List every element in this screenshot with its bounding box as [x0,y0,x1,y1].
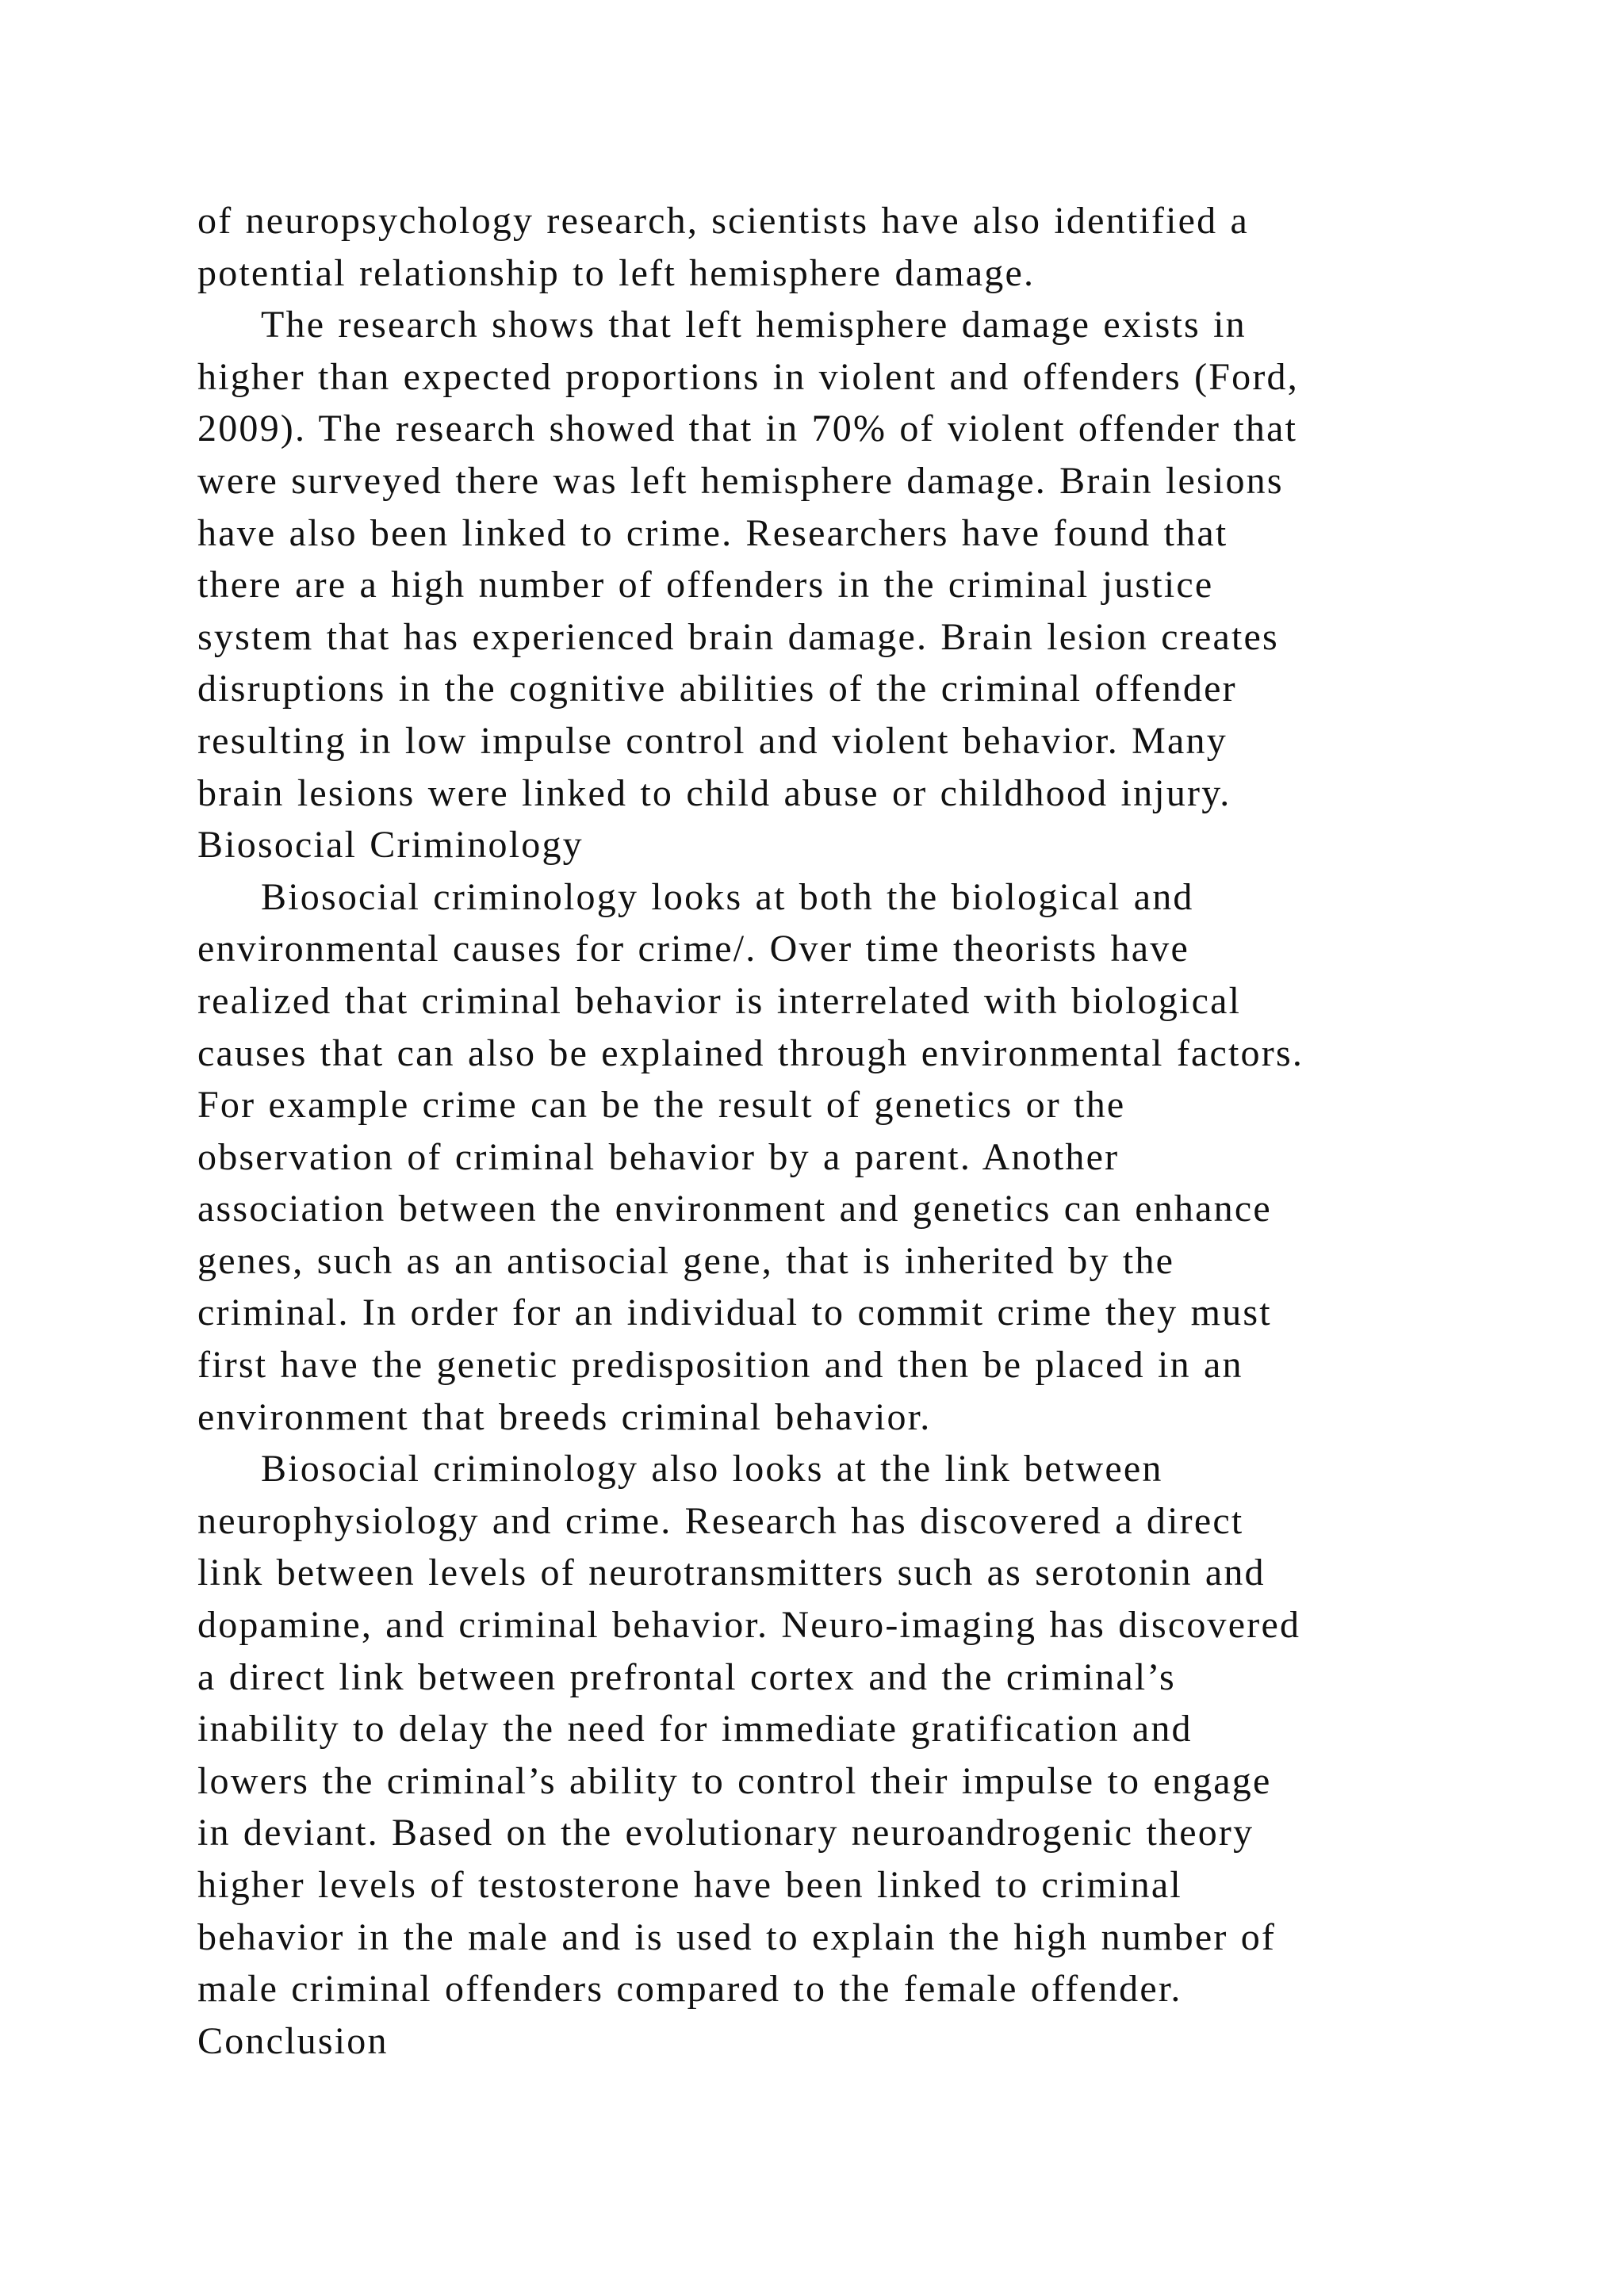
text-line: higher than expected proportions in violent and offenders (Ford, [197,355,1299,398]
text-line: first have the genetic predisposition and then be placed in an [197,1344,1243,1387]
text-line: dopamine, and criminal behavior. Neuro-imaging has discovered [197,1604,1301,1647]
document-body [197,195,1545,2067]
text-line: were surveyed there was left hemisphere damage. Brain lesions [197,459,1284,502]
text-line: male criminal offenders compared to the female offender. [197,1968,1182,2011]
text-line: resulting in low impulse control and violent behavior. Many [197,719,1228,762]
text-line: in deviant. Based on the evolutionary neuroandrogenic theory [197,1812,1254,1854]
text-line: criminal. In order for an individual to commit crime they must [197,1292,1272,1334]
text-line: potential relationship to left hemisphere damage. [197,251,1036,294]
text-line: neurophysiology and crime. Research has discovered a direct [197,1499,1244,1542]
paragraph-first-line: The research shows that left hemisphere damage exists in [261,304,1247,346]
text-line: higher levels of testosterone have been linked to criminal [197,1864,1182,1906]
section-heading-biosocial-criminology: Biosocial Criminology [197,824,584,867]
text-line: have also been linked to crime. Researchers have found that [197,511,1228,554]
text-line: brain lesions were linked to child abuse or childhood injury. [197,771,1231,814]
text-line: there are a high number of offenders in the criminal justice [197,564,1214,607]
text-line: observation of criminal behavior by a parent. Another [197,1135,1120,1178]
text-line: system that has experienced brain damage. Brain lesion creates [197,615,1279,658]
text-line: a direct link between prefrontal cortex and the criminal’s [197,1655,1176,1698]
text-line: 2009). The research showed that in 70% of violent offender that [197,408,1298,450]
text-line: lowers the criminal’s ability to control their impulse to engage [197,1759,1272,1802]
text-line: behavior in the male and is used to explain the high number of [197,1915,1277,1958]
section-heading-conclusion: Conclusion [197,2019,389,2062]
text-line: realized that criminal behavior is interrelated with biological [197,979,1242,1022]
text-line: genes, such as an antisocial gene, that is inherited by the [197,1239,1175,1282]
text-line: environmental causes for crime/. Over time theorists have [197,928,1190,970]
text-line: link between levels of neurotransmitters such as serotonin and [197,1552,1266,1594]
text-line: inability to delay the need for immediate gratification and [197,1708,1193,1751]
text-line: For example crime can be the result of genetics or the [197,1084,1126,1127]
text-line: causes that can also be explained through environmental factors. [197,1031,1304,1074]
paragraph-first-line: Biosocial criminology looks at both the biological and [261,875,1194,918]
text-line: environment that breeds criminal behavior. [197,1395,932,1438]
text-line: association between the environment and genetics can enhance [197,1188,1272,1230]
text-line: of neuropsychology research, scientists have also identified a [197,200,1250,242]
text-line: disruptions in the cognitive abilities of the criminal offender [197,668,1237,710]
paragraph-first-line: Biosocial criminology also looks at the link between [261,1448,1163,1490]
